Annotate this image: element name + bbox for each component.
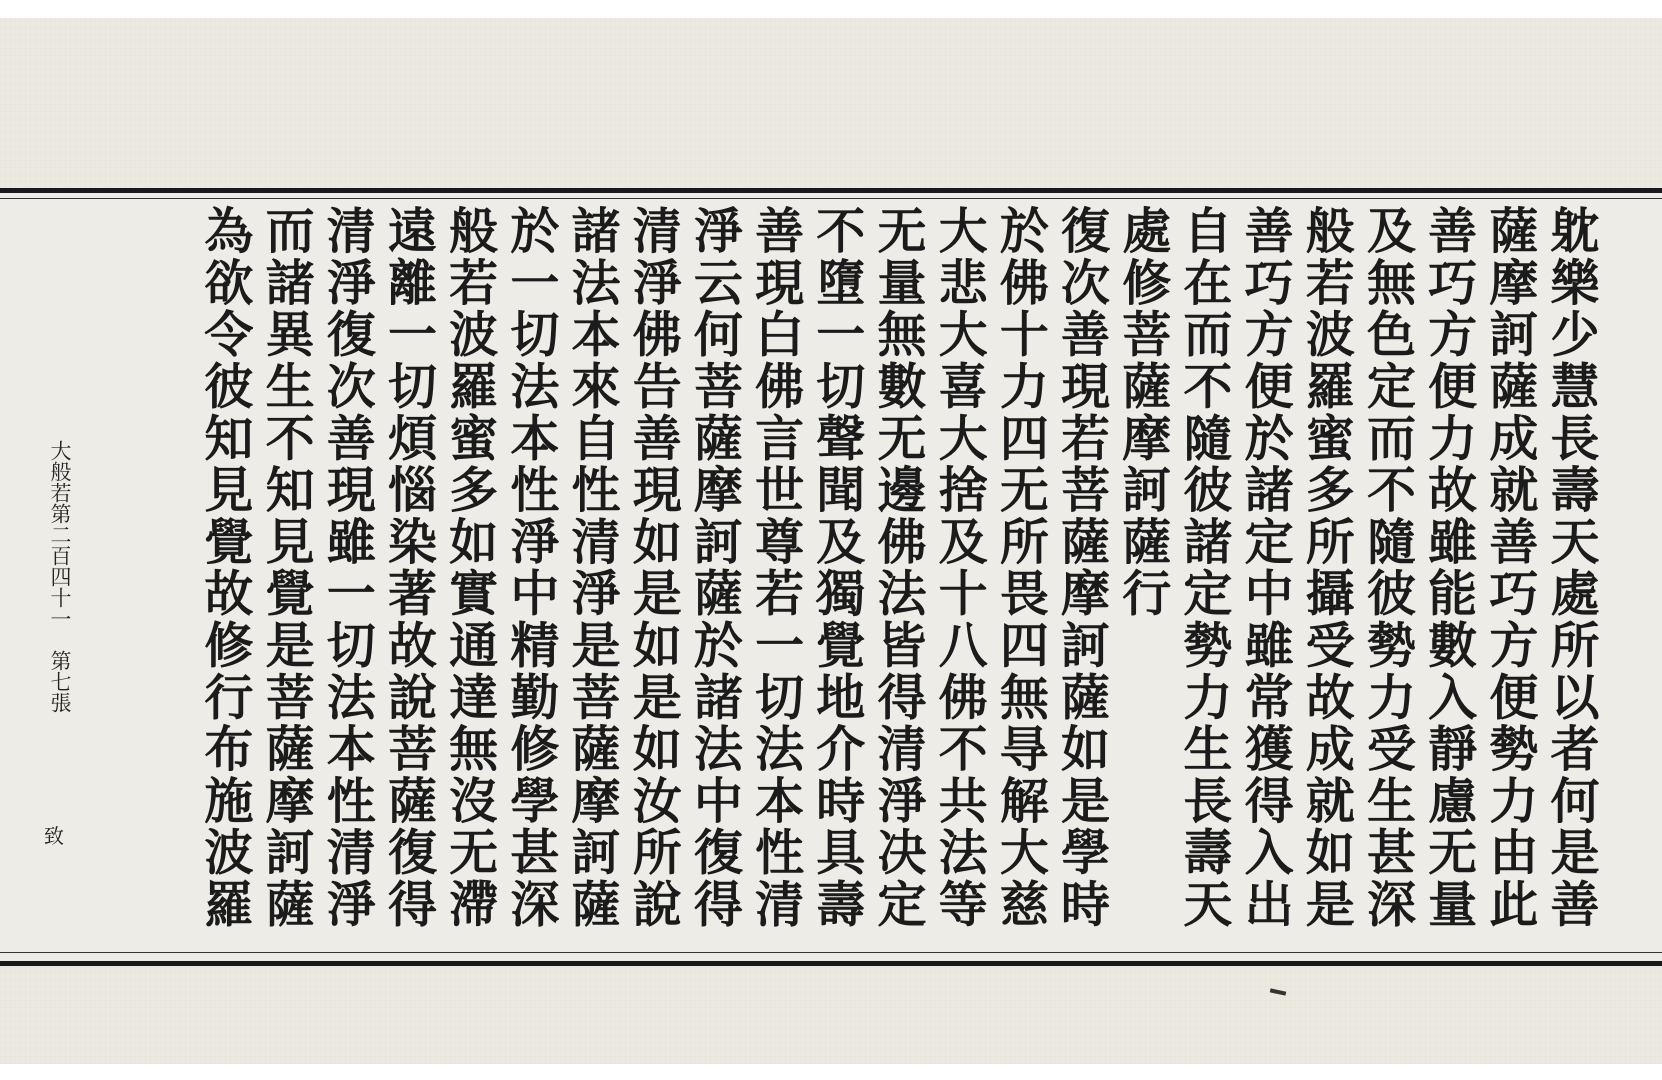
text-column: 遠離一切煩惱染著故說菩薩復得 (380, 205, 439, 931)
sutra-text-block (195, 205, 1602, 947)
frame-inner-rule-bottom (0, 952, 1662, 953)
text-column: 清淨復次善現雖一切法本性清淨 (319, 205, 378, 931)
text-column: 善巧方便於諸定中雖常獲得入出 (1237, 205, 1296, 931)
text-column: 大悲大喜大捨及十八佛不共法等 (931, 205, 990, 931)
text-column: 而諸異生不知見覺是菩薩摩訶薩 (258, 205, 317, 931)
text-column: 般若波羅蜜多如實通達無沒无滯 (441, 205, 500, 931)
volume-page-note: 大般若第二百四十一 第七張 (48, 440, 72, 713)
text-column: 於佛十力四无所畏四無㝵解大慈 (992, 205, 1051, 931)
text-column: 清淨佛告善現如是如是如汝所說 (625, 205, 684, 931)
text-column: 不墮一切聲聞及獨覺地介時具壽 (808, 205, 867, 931)
carver-mark: 致 (44, 824, 64, 848)
text-column: 善現白佛言世尊若一切法本性清 (747, 205, 806, 931)
text-column: 薩摩訶薩成就善巧方便勢力由此 (1481, 205, 1540, 931)
frame-inner-rule-top (0, 198, 1662, 199)
text-column: 自在而不隨彼諸定勢力生長壽天 (1175, 205, 1234, 931)
text-column: 善巧方便力故雖能數入靜慮无量 (1420, 205, 1479, 931)
text-column: 復次善現若菩薩摩訶薩如是學時 (1053, 205, 1112, 931)
text-column: 淨云何菩薩摩訶薩於諸法中復得 (686, 205, 745, 931)
text-column: 於一切法本性淨中精勤修學甚深 (502, 205, 561, 931)
text-column: 為欲令彼知見覺故修行布施波羅 (196, 205, 255, 931)
text-column: 處修菩薩摩訶薩行 (1114, 205, 1173, 620)
text-column: 无量無數无邊佛法皆得清淨决定 (869, 205, 928, 931)
text-column: 及無色定而不隨彼勢力受生甚深 (1359, 205, 1418, 931)
text-column: 諸法本來自性清淨是菩薩摩訶薩 (564, 205, 622, 931)
text-column: 般若波羅蜜多所攝受故成就如是 (1298, 205, 1357, 931)
text-column: 躭樂少慧長壽天處所以者何是善 (1543, 205, 1601, 931)
